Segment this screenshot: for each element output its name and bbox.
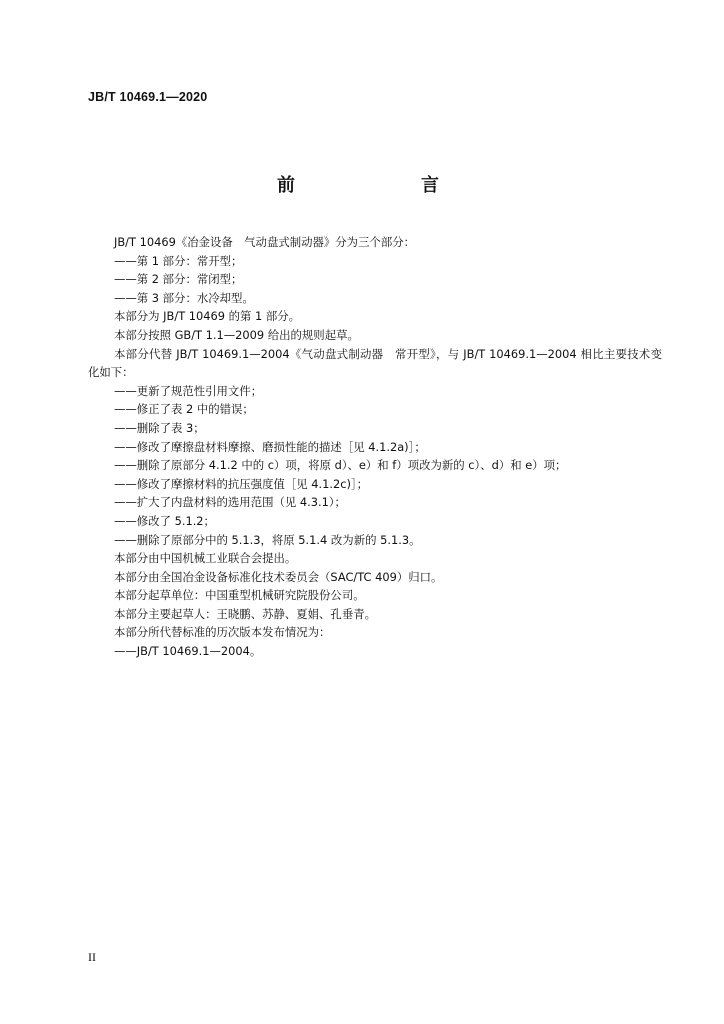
paragraph-this-part: 本部分为 JB/T 10469 的第 1 部分。 xyxy=(114,309,301,324)
list-item-change-3: ——删除了表 3； xyxy=(114,420,205,435)
paragraph-drafters: 本部分主要起草人：王晓鹏、苏静、夏娟、孔垂青。 xyxy=(114,606,376,621)
paragraph-replaces: 本部分代替 JB/T 10469.1—2004《气动盘式制动器 常开型》，与 JB/T 10469.1—2004 相比主要技术变化如下： xyxy=(88,346,662,380)
list-item-previous-edition: ——JB/T 10469.1—2004。 xyxy=(114,644,262,659)
list-item-change-8: ——修改了 5.1.2； xyxy=(114,513,215,528)
page-title: 前 言 xyxy=(277,175,469,196)
list-item-change-7: ——扩大了内盘材料的选用范围（见 4.3.1）； xyxy=(114,495,346,510)
list-item-part-1: ——第 1 部分：常开型； xyxy=(114,253,243,268)
list-item-part-3: ——第 3 部分：水冷却型。 xyxy=(114,290,254,305)
paragraph-parts-intro: JB/T 10469《冶金设备 气动盘式制动器》分为三个部分： xyxy=(114,235,416,249)
list-item-change-6: ——修改了摩擦材料的抗压强度值［见 4.1.2c)］； xyxy=(114,476,369,491)
paragraph-proposed-by: 本部分由中国机械工业联合会提出。 xyxy=(114,551,297,566)
foreword-body xyxy=(88,233,662,661)
list-item-part-2: ——第 2 部分：常闭型； xyxy=(114,272,243,287)
list-item-change-1: ——更新了规范性引用文件； xyxy=(114,383,263,398)
page-number: II xyxy=(88,950,96,964)
list-item-change-2: ——修正了表 2 中的错误； xyxy=(114,402,254,417)
list-item-change-4: ——修改了摩擦盘材料摩擦、磨损性能的描述［见 4.1.2a)］； xyxy=(114,439,426,454)
list-item-change-9: ——删除了原部分中的 5.1.3，将原 5.1.4 改为新的 5.1.3。 xyxy=(114,532,421,547)
paragraph-previous-editions: 本部分所代替标准的历次版本发布情况为： xyxy=(114,625,331,640)
paragraph-centralized-by: 本部分由全国冶金设备标准化技术委员会（SAC/TC 409）归口。 xyxy=(114,569,443,584)
paragraph-drafting-unit: 本部分起草单位：中国重型机械研究院股份公司。 xyxy=(114,588,365,603)
standard-code-header: JB/T 10469.1—2020 xyxy=(88,90,208,104)
paragraph-drafting-rules: 本部分按照 GB/T 1.1—2009 给出的规则起草。 xyxy=(114,327,359,342)
list-item-change-5: ——删除了原部分 4.1.2 中的 c）项，将原 d）、e）和 f）项改为新的 c）、d）和 e）项； xyxy=(114,458,567,473)
